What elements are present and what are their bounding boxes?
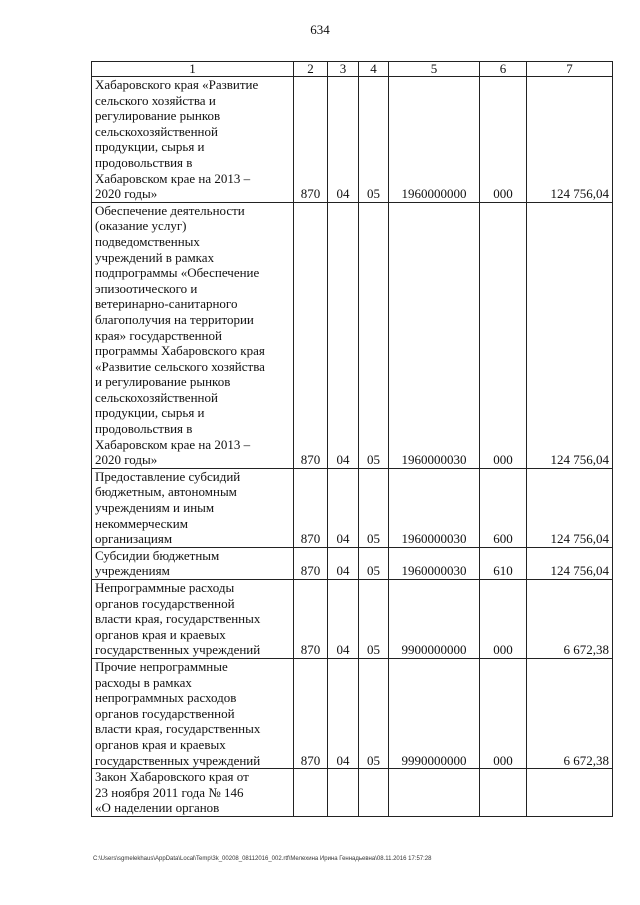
column-header: 4 bbox=[359, 62, 389, 77]
amount-cell: 6 672,38 bbox=[527, 580, 613, 659]
expense-name-cell bbox=[92, 77, 294, 203]
expense-name-line: продовольствия в bbox=[95, 154, 193, 170]
expense-name-line: некоммерческим bbox=[95, 515, 188, 531]
subsection-code-cell: 05 bbox=[359, 202, 389, 468]
expense-name-line: продукции, сырья и bbox=[95, 405, 205, 421]
expense-name-line: государственных учреждений bbox=[95, 752, 261, 768]
expense-name-line: сельскохозяйственной bbox=[95, 389, 218, 405]
expense-name-line: программы Хабаровского края bbox=[95, 343, 265, 359]
expense-type-cell: 600 bbox=[480, 468, 527, 547]
table-row bbox=[92, 468, 613, 547]
expense-type-cell: 000 bbox=[480, 580, 527, 659]
expense-name-line: Прочие непрограммные bbox=[95, 658, 228, 674]
section-code-cell: 04 bbox=[328, 658, 359, 768]
expense-name-line: Хабаровском крае на 2013 – bbox=[95, 170, 251, 186]
subsection-code-cell: 05 bbox=[359, 468, 389, 547]
expense-name-line: Предоставление субсидий bbox=[95, 468, 241, 484]
expense-name-cell bbox=[92, 769, 294, 817]
target-item-cell: 1960000030 bbox=[389, 202, 480, 468]
subsection-code-cell: 05 bbox=[359, 580, 389, 659]
expense-type-cell: 000 bbox=[480, 658, 527, 768]
ministry-code-cell: 870 bbox=[294, 468, 328, 547]
expense-name-line: расходы в рамках bbox=[95, 674, 192, 690]
table-row bbox=[92, 580, 613, 659]
amount-cell: 124 756,04 bbox=[527, 547, 613, 579]
amount-cell: 124 756,04 bbox=[527, 468, 613, 547]
expense-name-line: государственных учреждений bbox=[95, 642, 261, 658]
expense-name-line: ветеринарно-санитарного bbox=[95, 296, 238, 312]
expense-name-line: бюджетным, автономным bbox=[95, 484, 237, 500]
expense-name-line: Хабаровском крае на 2013 – bbox=[95, 436, 251, 452]
expense-name-line: органов государственной bbox=[95, 595, 235, 611]
ministry-code-cell: 870 bbox=[294, 77, 328, 203]
expense-type-cell: 610 bbox=[480, 547, 527, 579]
section-code-cell: 04 bbox=[328, 580, 359, 659]
expense-name-cell bbox=[92, 202, 294, 468]
expense-name-line: подведомственных bbox=[95, 233, 200, 249]
amount-cell: 124 756,04 bbox=[527, 202, 613, 468]
section-code-cell: 04 bbox=[328, 77, 359, 203]
budget-table bbox=[91, 61, 613, 817]
column-header: 7 bbox=[527, 62, 613, 77]
expense-name-line: непрограммных расходов bbox=[95, 690, 237, 706]
table-row bbox=[92, 202, 613, 468]
column-header: 1 bbox=[92, 62, 294, 77]
expense-name-line: учреждений в рамках bbox=[95, 249, 215, 265]
expense-name-cell bbox=[92, 580, 294, 659]
expense-name-cell bbox=[92, 468, 294, 547]
target-item-cell bbox=[389, 769, 480, 817]
expense-name-line: Субсидии бюджетным bbox=[95, 547, 220, 563]
expense-type-cell: 000 bbox=[480, 202, 527, 468]
expense-name-line: края» государственной bbox=[95, 327, 222, 343]
expense-name-line: Хабаровского края «Развитие bbox=[95, 77, 259, 92]
expense-name-line: регулирование рынков bbox=[95, 108, 221, 124]
section-code-cell: 04 bbox=[328, 202, 359, 468]
subsection-code-cell: 05 bbox=[359, 547, 389, 579]
ministry-code-cell: 870 bbox=[294, 658, 328, 768]
expense-name-line: Закон Хабаровского края от bbox=[95, 769, 249, 785]
expense-name-line: и регулирование рынков bbox=[95, 374, 231, 390]
target-item-cell: 9990000000 bbox=[389, 658, 480, 768]
expense-name-line: органов края и краевых bbox=[95, 736, 226, 752]
expense-name-line: «О наделении органов bbox=[95, 800, 220, 816]
expense-name-line: органов государственной bbox=[95, 705, 235, 721]
header-row bbox=[92, 62, 613, 77]
expense-name-line: (оказание услуг) bbox=[95, 218, 187, 234]
ministry-code-cell: 870 bbox=[294, 202, 328, 468]
expense-name-line: учреждениям bbox=[95, 563, 170, 579]
expense-name-cell bbox=[92, 547, 294, 579]
expense-name-line: благополучия на территории bbox=[95, 311, 254, 327]
expense-name-line: продовольствия в bbox=[95, 421, 193, 437]
subsection-code-cell: 05 bbox=[359, 77, 389, 203]
target-item-cell: 1960000000 bbox=[389, 77, 480, 203]
page-number: 634 bbox=[310, 22, 330, 37]
column-header: 3 bbox=[328, 62, 359, 77]
expense-name-line: сельскохозяйственной bbox=[95, 123, 218, 139]
table-row bbox=[92, 658, 613, 768]
expense-name-line: власти края, государственных bbox=[95, 721, 261, 737]
target-item-cell: 1960000030 bbox=[389, 547, 480, 579]
ministry-code-cell: 870 bbox=[294, 547, 328, 579]
expense-name-line: продукции, сырья и bbox=[95, 139, 205, 155]
expense-name-line: 2020 годы» bbox=[95, 186, 158, 202]
expense-name-line: 23 ноября 2011 года № 146 bbox=[95, 784, 244, 800]
column-header: 5 bbox=[389, 62, 480, 77]
expense-name-line: учреждениям и иным bbox=[95, 500, 215, 516]
amount-cell bbox=[527, 769, 613, 817]
expense-name-line: сельского хозяйства и bbox=[95, 92, 216, 108]
expense-name-line: «Развитие сельского хозяйства bbox=[95, 358, 265, 374]
amount-cell: 124 756,04 bbox=[527, 77, 613, 203]
table-row bbox=[92, 769, 613, 817]
expense-name-line: 2020 годы» bbox=[95, 452, 158, 468]
column-header: 6 bbox=[480, 62, 527, 77]
section-code-cell: 04 bbox=[328, 468, 359, 547]
file-path-footer: C:\Users\sgmelekhaus\AppData\Local\Temp\3k_00208_08112016_002.rtf\Мелехина Ирина Геннадьевна\08.11.2016 17:57:28 bbox=[93, 856, 432, 862]
table-row bbox=[92, 77, 613, 203]
expense-name-line: власти края, государственных bbox=[95, 611, 261, 627]
target-item-cell: 1960000030 bbox=[389, 468, 480, 547]
expense-name-line: Непрограммные расходы bbox=[95, 580, 235, 595]
expense-name-line: организациям bbox=[95, 531, 173, 547]
subsection-code-cell: 05 bbox=[359, 658, 389, 768]
expense-name-cell bbox=[92, 658, 294, 768]
amount-cell: 6 672,38 bbox=[527, 658, 613, 768]
expense-name-line: органов края и краевых bbox=[95, 626, 226, 642]
ministry-code-cell bbox=[294, 769, 328, 817]
section-code-cell: 04 bbox=[328, 547, 359, 579]
expense-name-line: подпрограммы «Обеспечение bbox=[95, 265, 260, 281]
target-item-cell: 9900000000 bbox=[389, 580, 480, 659]
expense-name-line: Обеспечение деятельности bbox=[95, 202, 245, 218]
table-row bbox=[92, 547, 613, 579]
column-header: 2 bbox=[294, 62, 328, 77]
section-code-cell bbox=[328, 769, 359, 817]
expense-type-cell: 000 bbox=[480, 77, 527, 203]
expense-type-cell bbox=[480, 769, 527, 817]
subsection-code-cell bbox=[359, 769, 389, 817]
ministry-code-cell: 870 bbox=[294, 580, 328, 659]
expense-name-line: эпизоотического и bbox=[95, 280, 198, 296]
